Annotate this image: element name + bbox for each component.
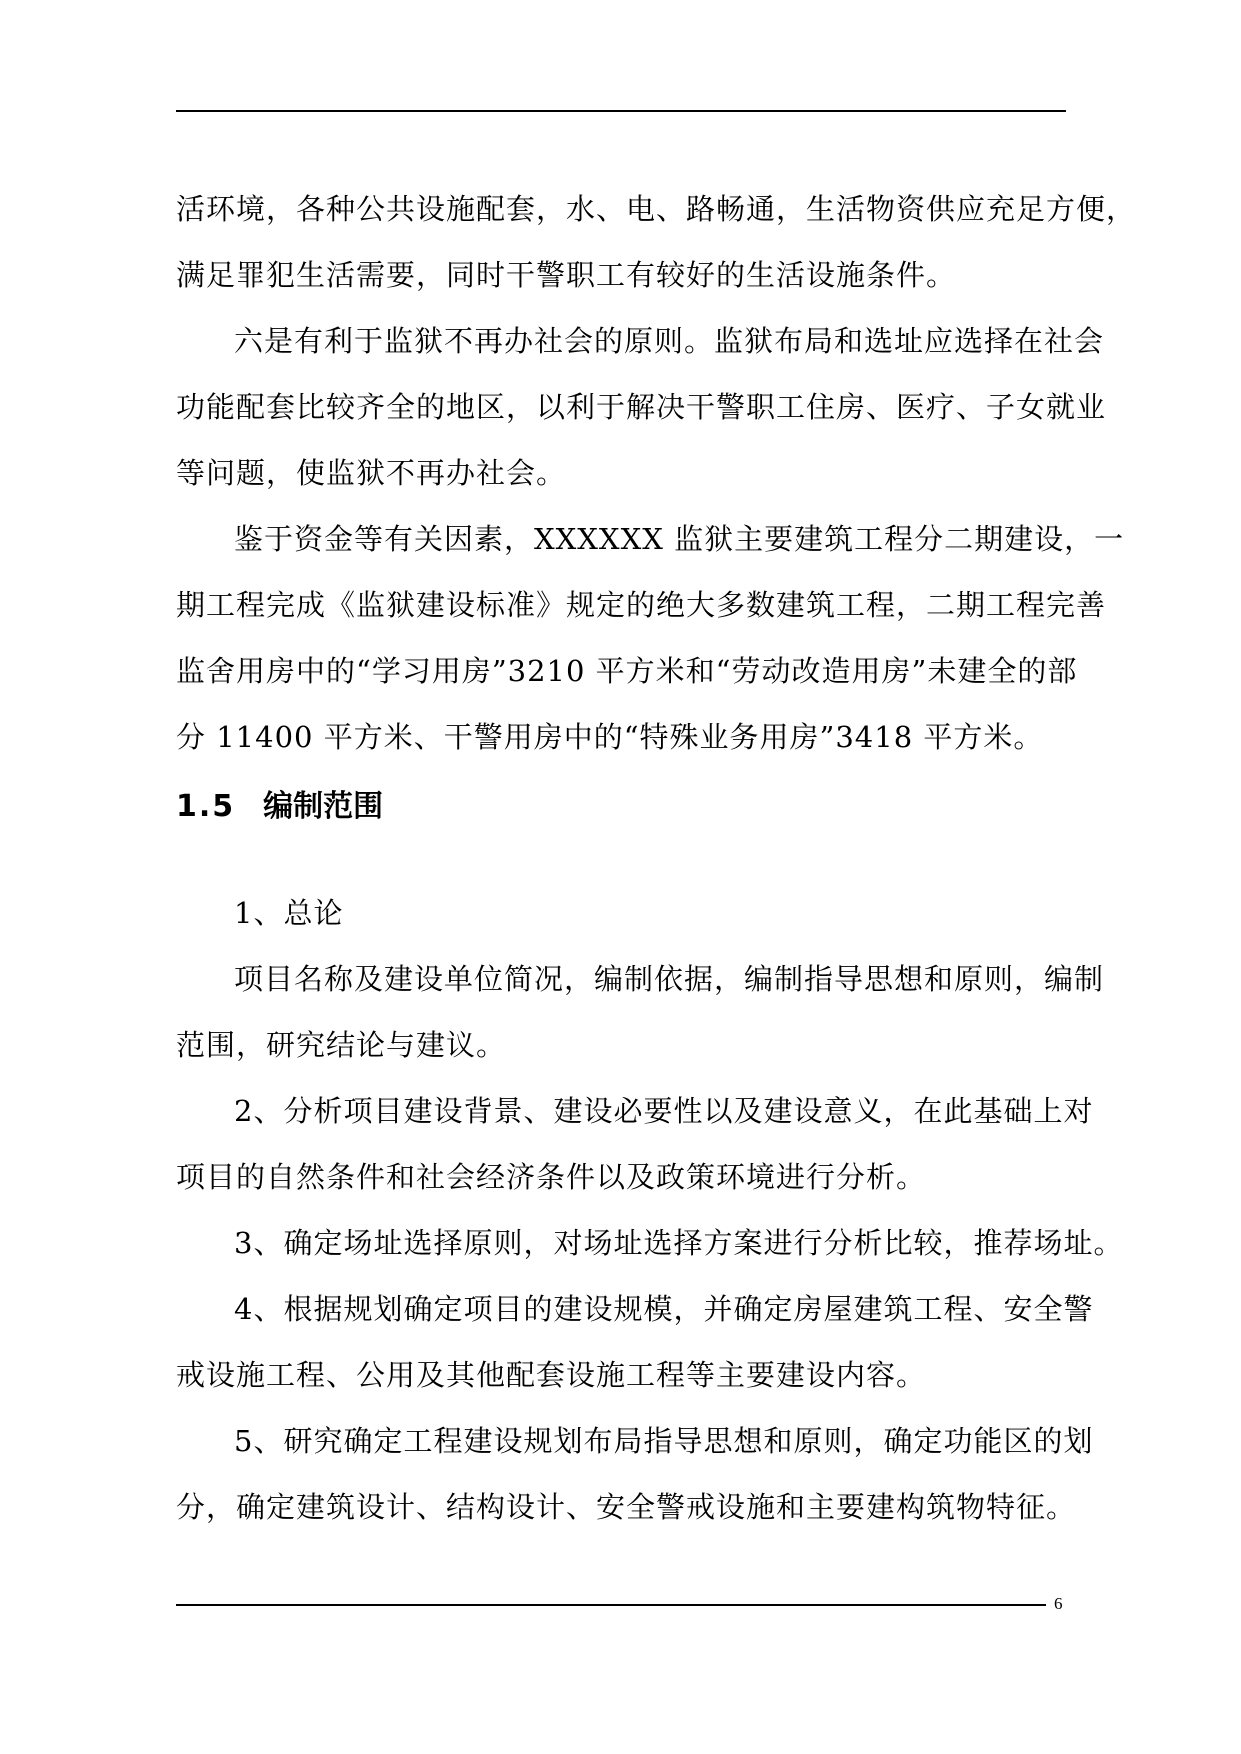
text-line: 期工程完成《监狱建设标准》规定的绝大多数建筑工程，二期工程完善	[176, 588, 1107, 622]
item-title: 1、总论	[234, 896, 344, 930]
paragraph-principle-six	[176, 308, 1107, 506]
text-line: 2、分析项目建设背景、建设必要性以及建设意义，在此基础上对	[234, 1094, 1094, 1128]
text-line: 项目的自然条件和社会经济条件以及政策环境进行分析。	[176, 1160, 927, 1194]
text-line: 满足罪犯生活需要，同时干警职工有较好的生活设施条件。	[176, 258, 957, 292]
section-heading	[176, 782, 383, 832]
text-line: 六是有利于监狱不再办社会的原则。监狱布局和选址应选择在社会	[234, 324, 1105, 358]
text-line: 分 11400 平方米、干警用房中的“特殊业务用房”3418 平方米。	[176, 720, 1044, 754]
item-overview	[176, 880, 1105, 1078]
text-line: 范围，研究结论与建议。	[176, 1028, 507, 1062]
page-number: 6	[1054, 1594, 1063, 1613]
text-line: 监舍用房中的“学习用房”3210 平方米和“劳动改造用房”未建全的部	[176, 654, 1078, 688]
item-background-analysis	[176, 1078, 1094, 1210]
text-line: 项目名称及建设单位简况，编制依据，编制指导思想和原则，编制	[234, 962, 1105, 996]
text-line: 4、根据规划确定项目的建设规模，并确定房屋建筑工程、安全警	[234, 1292, 1094, 1326]
paragraph-living-environment	[176, 176, 1137, 308]
text-line: 3、确定场址选择原则，对场址选择方案进行分析比较，推荐场址。	[234, 1226, 1124, 1260]
text-line: 鉴于资金等有关因素，XXXXXX 监狱主要建筑工程分二期建设，一	[234, 522, 1125, 556]
header-rule	[176, 110, 1066, 112]
text-line: 5、研究确定工程建设规划布局指导思想和原则，确定功能区的划	[234, 1424, 1094, 1458]
section-title: 编制范围	[263, 789, 384, 824]
text-line: 戒设施工程、公用及其他配套设施工程等主要建设内容。	[176, 1358, 927, 1392]
footer-rule	[176, 1604, 1046, 1606]
item-layout-design	[176, 1408, 1094, 1540]
section-number: 1.5	[176, 789, 236, 824]
paragraph-construction-phases	[176, 506, 1125, 770]
item-site-selection	[176, 1210, 1124, 1276]
text-line: 分，确定建筑设计、结构设计、安全警戒设施和主要建构筑物特征。	[176, 1490, 1077, 1524]
text-line: 功能配套比较齐全的地区，以利于解决干警职工住房、医疗、子女就业	[176, 390, 1107, 424]
text-line: 等问题，使监狱不再办社会。	[176, 456, 567, 490]
text-line: 活环境，各种公共设施配套，水、电、路畅通，生活物资供应充足方便，	[176, 192, 1137, 226]
item-construction-scale	[176, 1276, 1094, 1408]
